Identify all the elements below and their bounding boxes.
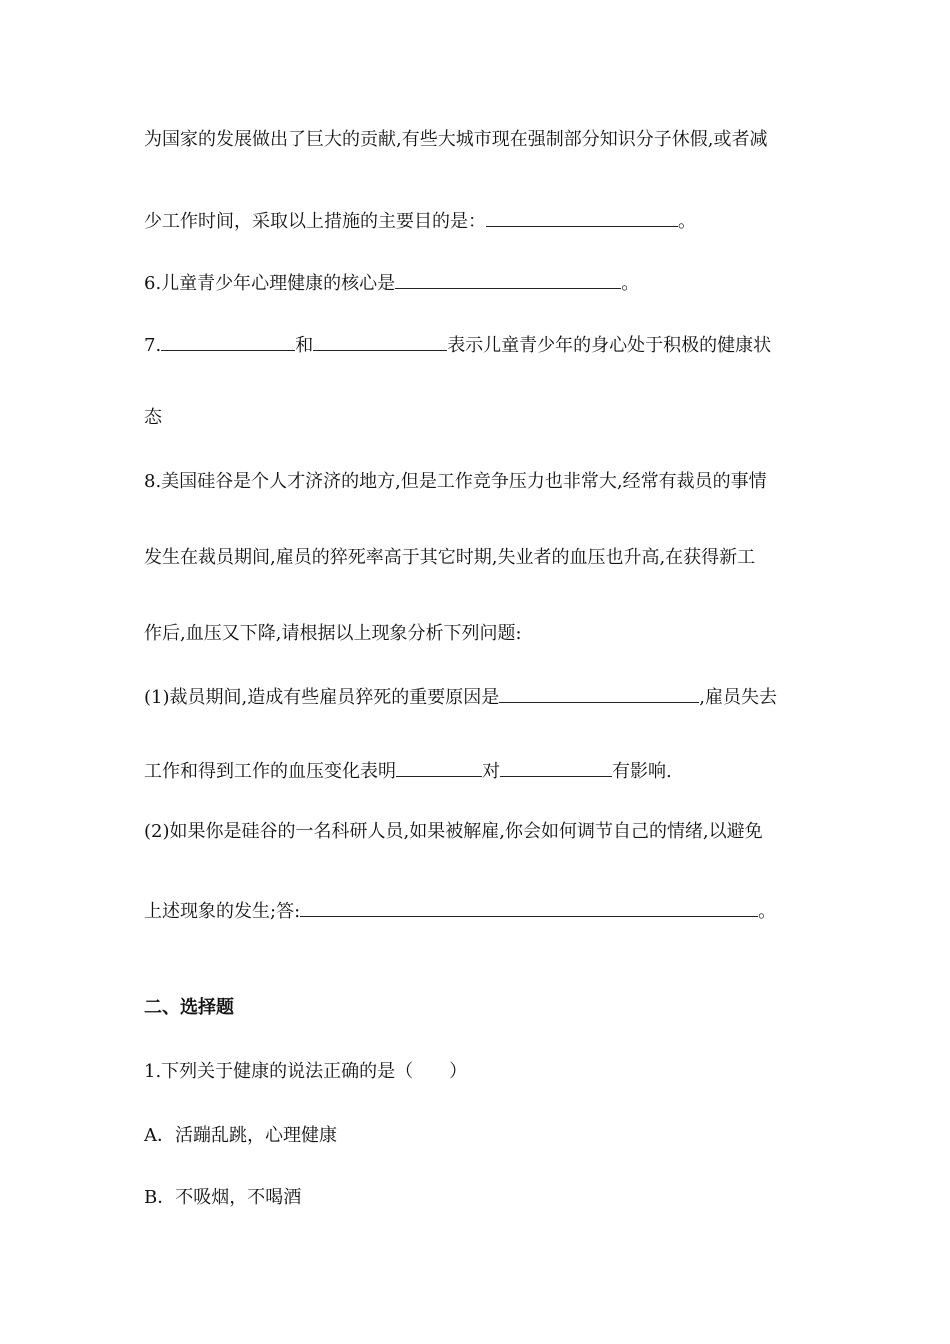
text: 。 (678, 211, 696, 232)
text-line (144, 622, 522, 646)
question-7 (144, 332, 771, 358)
text: 工作和得到工作的血压变化表明 (144, 761, 396, 782)
text: (1)裁员期间,造成有些雇员猝死的重要原因是 (144, 687, 500, 708)
text-line (144, 208, 696, 234)
text-line (144, 758, 672, 784)
question-6 (144, 270, 639, 296)
option-text: B．不吸烟，不喝酒 (144, 1187, 302, 1208)
text-line (144, 128, 767, 152)
text: 。 (621, 273, 640, 294)
text: 作后,血压又下降,请根据以上现象分析下列问题: (144, 623, 522, 644)
fill-blank[interactable] (395, 270, 621, 289)
text: 1.下列关于健康的说法正确的是（ ） (144, 1061, 468, 1082)
answer-blank[interactable] (300, 898, 758, 917)
option-a[interactable] (144, 1124, 337, 1148)
fill-blank[interactable] (396, 758, 482, 777)
section-heading (144, 996, 234, 1020)
fill-blank[interactable] (499, 684, 699, 703)
fill-blank[interactable] (500, 758, 612, 777)
text: 态 (144, 407, 162, 428)
text: 和 (295, 335, 314, 356)
text: 有影响. (612, 761, 672, 782)
text: 7. (144, 335, 162, 356)
question-1 (144, 1060, 467, 1084)
fill-blank[interactable] (486, 208, 678, 227)
text: ,雇员失去 (699, 687, 777, 708)
fill-blank[interactable] (313, 332, 447, 351)
sub-question-1 (144, 684, 777, 710)
question-8 (144, 470, 767, 494)
text: 8.美国硅谷是个人才济济的地方,但是工作竞争压力也非常大,经常有裁员的事情 (144, 471, 767, 492)
option-b[interactable] (144, 1186, 301, 1210)
text: 为国家的发展做出了巨大的贡献,有些大城市现在强制部分知识分子休假,或者减 (144, 129, 768, 150)
text-line (144, 406, 162, 430)
text: 上述现象的发生;答: (144, 901, 301, 922)
option-text: A．活蹦乱跳，心理健康 (144, 1125, 337, 1146)
sub-question-2 (144, 820, 763, 844)
text-line (144, 546, 755, 570)
section-title: 二、选择题 (144, 997, 234, 1018)
text: 。 (758, 901, 777, 922)
text-line (144, 898, 776, 924)
text: 表示儿童青少年的身心处于积极的健康状 (447, 335, 772, 356)
text: 对 (482, 761, 500, 782)
text: 少工作时间，采取以上措施的主要目的是： (144, 211, 486, 232)
text: 6.儿童青少年心理健康的核心是 (144, 273, 396, 294)
text: 发生在裁员期间,雇员的猝死率高于其它时期,失业者的血压也升高,在获得新工 (144, 547, 756, 568)
fill-blank[interactable] (161, 332, 295, 351)
text: (2)如果你是硅谷的一名科研人员,如果被解雇,你会如何调节自己的情绪,以避免 (144, 821, 763, 842)
